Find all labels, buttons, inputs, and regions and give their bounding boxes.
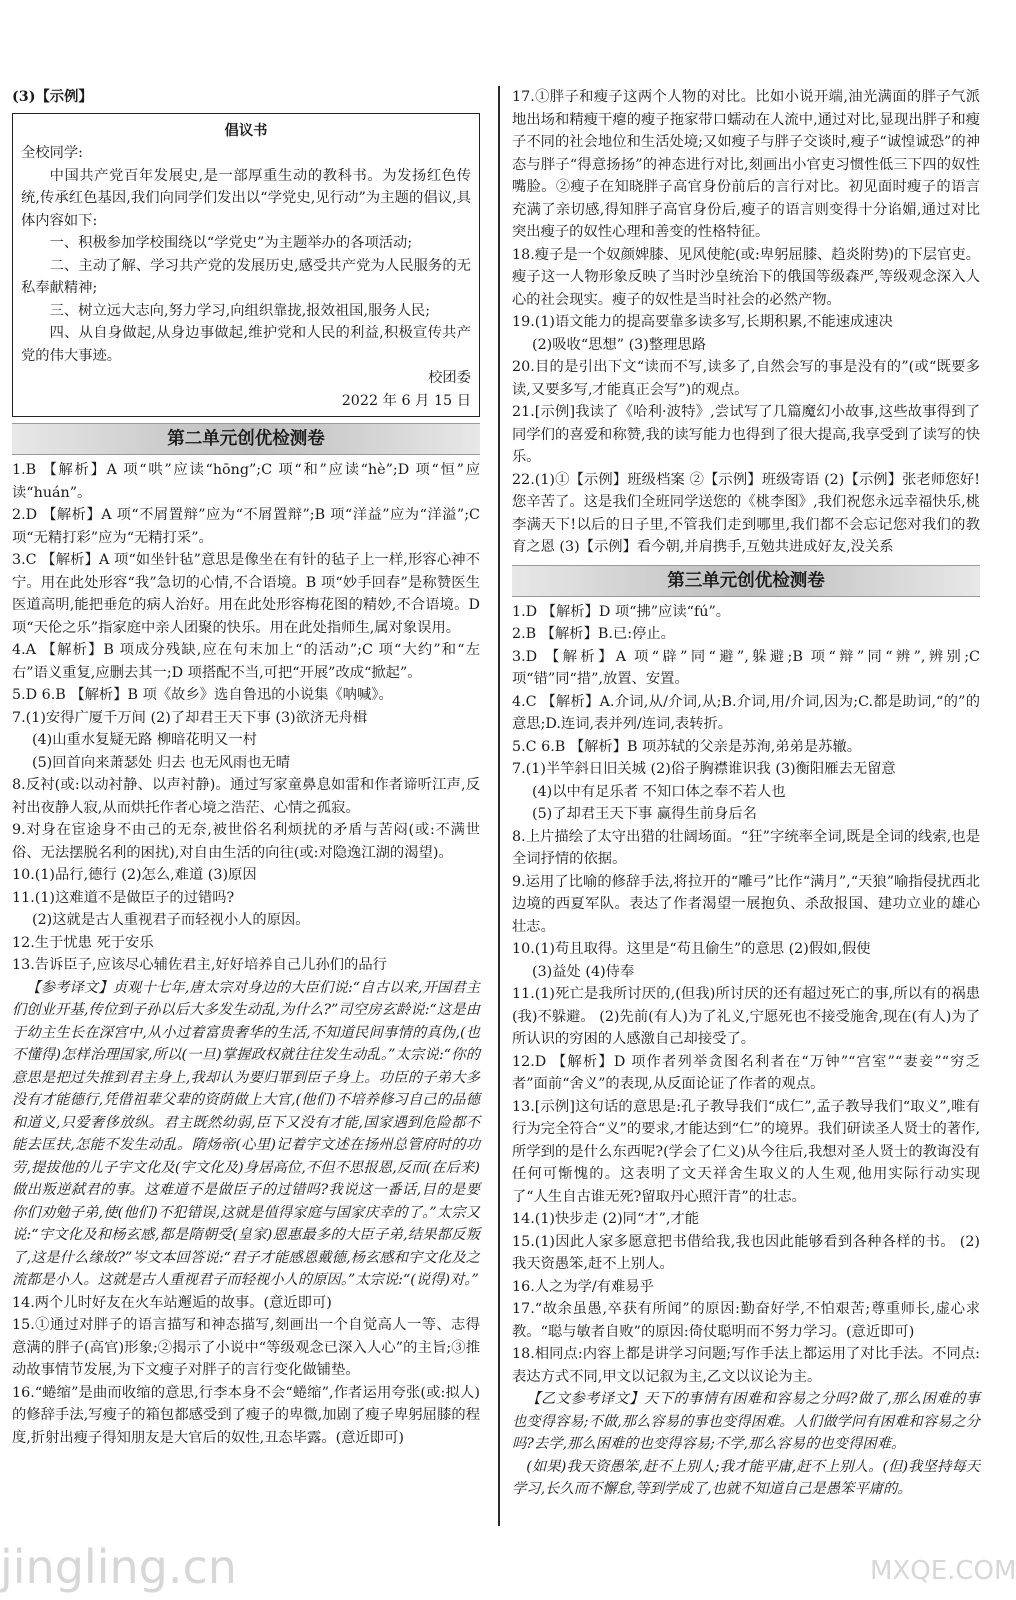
reference-translation: 【参考译文】贞观十七年,唐太宗对身边的大臣们说:“自古以来,开国君主们创业开基,传位到子孙以后大多发生动乱,为什么?”司空房玄龄说:“这是由于幼主生长在深宫中,从小过着富贵奢华的生活,不知道民间事情的真伪,(也不懂得)怎样治理国家,所以(一旦)掌握政权就往往发生动乱。”太宗说:“你的意思是把过失推到君主身上,我却认为要归罪到臣子身上。功臣的子弟大多没有才能德行,凭借祖辈父辈的资荫做上大官,(他们)不培养修习自己的品德和道义,只爱奢侈放纵。君主既然幼弱,臣下又没有才能,国家遇到危险都不能去匡扶,怎能不发生动乱。隋炀帝(心里)记着宇文述在扬州总管府时的功劳,提拔他的儿子宇文化及(宇文化及)身居高位,不但不思报恩,反而(在后来)做出叛逆弑君的事。这难道不是做臣子的过错吗?我说这一番话,目的是要你们劝勉子弟,使(他们)不犯错误,这就是值得家庭与国家庆幸的了。”太宗又说:“宇文化及和杨玄感,都是隋朝受(皇家)恩惠最多的大臣子弟,结果都反叛了,这是什么缘故?”岑文本回答说:“君子才能感恩戴德,杨玄感和宇文化及之流都是小人。这就是古人重视君子而轻视小人的原因。”太宗说:“(说得)对。” xyxy=(12,979,480,1288)
reference-translation-b: 【乙文参考译文】天下的事情有困难和容易之分吗?做了,那么困难的事也变得容易;不做,那么容易的事也变得困难。人们做学问有困难和容易之分吗?去学,那么困难的也变得容易;不学,那么容易的也变得困难。 xyxy=(512,1391,980,1452)
answer-item: (3)益处 (4)侍奉 xyxy=(532,963,635,980)
answer-item: (5)回首向来萧瑟处 归去 也无风雨也无晴 xyxy=(32,754,291,771)
answer-item: 15.(1)因此人家多愿意把书借给我,我也因此能够看到各种各样的书。 (2)我天资愚笨,赶不上别人。 xyxy=(512,1233,980,1272)
letter-para-1: 中国共产党百年发展史,是一部厚重生动的教科书。为发扬红色传统,传承红色基因,我们向同学们发出以“学党史,见行动”为主题的倡议,具体内容如下: xyxy=(21,167,471,229)
answer-item: 21.[示例]我读了《哈利·波特》,尝试写了几篇魔幻小故事,这些故事得到了同学们的喜爱和称赞,我的读写能力也得到了很大提高,我享受到了读写的快乐。 xyxy=(512,404,980,465)
answer-item: 14.两个儿时好友在火车站邂逅的故事。(意近即可) xyxy=(12,1294,332,1311)
answer-item: 12.D 【解析】D 项作者列举贪图名利者在“万钟”“宫室”“妻妾”“穷乏者”面前“舍义”的表现,从反面论证了作者的观点。 xyxy=(512,1053,980,1092)
answer-item: 3.D 【解析】A 项“辟”同“避”,躲避;B 项“辩”同“辨”,辨别;C 项“错”同“措”,放置、安置。 xyxy=(512,648,980,687)
letter-item-4: 四、从自身做起,从身边事做起,维护党和人民的利益,积极宣传共产党的伟大事迹。 xyxy=(21,325,471,364)
answer-item: 14.(1)快步走 (2)同“才”,才能 xyxy=(512,1211,700,1227)
answer-item: 7.(1)安得广厦千万间 (2)了却君王天下事 (3)欲济无舟楫 xyxy=(12,709,368,726)
answer-item: (4)山重水复疑无路 柳暗花明又一村 xyxy=(32,732,257,748)
answer-item: 4.A 【解析】B 项成分残缺,应在句末加上“的活动”;C 项“大约”和“左右”语义重复,应删去其一;D 项搭配不当,可把“开展”改成“掀起”。 xyxy=(12,642,480,681)
answer-item: 4.C 【解析】A.介词,从/介词,从;B.介词,用/介词,因为;C.都是助词,“的”的意思;D.连词,表并列/连词,表转折。 xyxy=(512,693,980,732)
answer-item: 7.(1)半竿斜日旧关城 (2)俗子胸襟谁识我 (3)衡阳雁去无留意 xyxy=(512,761,896,777)
answer-item: 16.人之为学/有难易乎 xyxy=(512,1278,654,1295)
right-column xyxy=(512,86,980,1501)
watermark-right: MXQE.COM xyxy=(870,1556,1016,1586)
answer-item: 10.(1)品行,德行 (2)怎么,难道 (3)原因 xyxy=(12,867,257,883)
answer-item: 5.C 6.B 【解析】B 项苏轼的父亲是苏洵,弟弟是苏辙。 xyxy=(512,738,862,755)
answer-item: 10.(1)苟且取得。这里是“苟且偷生”的意思 (2)假如,假使 xyxy=(512,941,871,957)
answer-item: 9.对身在宦途身不由己的无奈,被世俗名利烦扰的矛盾与苦闷(或:不满世俗、无法摆脱名利的困扰),对自由生活的向往(或:对隐逸江湖的渴望)。 xyxy=(12,822,480,861)
answer-item: 18.瘦子是一个奴颜婢膝、见风使舵(或:卑躬屈膝、趋炎附势)的下层官吏。瘦子这一人物形象反映了当时沙皇统治下的俄国等级森严,等级观念深入人心的社会现实。瘦子的奴性是当时社会的必然产物。 xyxy=(512,246,980,308)
proposal-letter xyxy=(12,113,480,418)
answer-item: 5.D 6.B 【解析】B 项《故乡》选自鲁迅的小说集《呐喊》。 xyxy=(12,687,393,703)
answer-item: 1.B 【解析】A 项“哄”应读“hōng”;C 项“和”应读“hè”;D 项“恒”应读“huán”。 xyxy=(12,462,480,501)
unit-2-title: 第二单元创优检测卷 xyxy=(12,423,480,455)
answer-item: 18.相同点:内容上都是讲学习问题;写作手法上都运用了对比手法。不同点:表达方式不同,甲文以记叙为主,乙文以议论为主。 xyxy=(512,1346,980,1385)
answer-item: 8.反衬(或:以动衬静、以声衬静)。通过写家童鼻息如雷和作者谛听江声,反衬出夜静人寂,从而烘托作者心境之浩茫、心情之孤寂。 xyxy=(12,777,480,816)
column-divider xyxy=(498,86,500,1526)
answer-item: 13.告诉臣子,应该尽心辅佐君主,好好培养自己儿孙们的品行 xyxy=(12,957,387,973)
answer-item: 9.运用了比喻的修辞手法,将拉开的“雕弓”比作“满月”,“天狼”喻指侵扰西北边境的西夏军队。表达了作者渴望一展抱负、杀敌报国、建功立业的雄心壮志。 xyxy=(512,873,980,935)
intro-label: (3)【示例】 xyxy=(12,89,93,105)
letter-signature: 校团委 xyxy=(428,370,471,386)
unit-3-title: 第三单元创优检测卷 xyxy=(512,565,980,597)
answer-item: 13.[示例]这句话的意思是:孔子教导我们“成仁”,孟子教导我们“取义”,唯有行为完全符合“义”的要求,才能达到“仁”的境界。我们研读圣人贤士的著作,所学到的是什么东西呢?(学会了仁义)从今往后,我想对圣人贤士的教诲没有任何可惭愧的。这表明了文天祥舍生取义的人生观,他用实际行动实现了“人生自古谁无死?留取丹心照汗青”的壮志。 xyxy=(512,1098,980,1205)
answer-item: 22.(1)①【示例】班级档案 ②【示例】班级寄语 (2)【示例】张老师您好!您辛苦了。这是我们全班同学送您的《桃李图》,我们祝您永远幸福快乐,桃李满天下!以后的日子里,不管我们走到哪里,我们都不会忘记您对我们的教育之恩 (3)【示例】看今朝,并肩携手,互勉共进成好友,没关系 xyxy=(512,471,980,555)
answer-item: (5)了却君王天下事 赢得生前身后名 xyxy=(532,806,757,822)
letter-greeting: 全校同学: xyxy=(21,145,84,161)
answer-item: 17.①胖子和瘦子这两个人物的对比。比如小说开端,油光满面的胖子气派地出场和精瘦干瘪的瘦子拖家带口蠕动在人流中,通过对比,显现出胖子和瘦子不同的社会地位和生活处境;又如瘦子与胖子交谈时,瘦子“诚惶诚恐”的神态与胖子“得意扬扬”的神态进行对比,刻画出小官吏习惯性低三下四的奴性嘴脸。②瘦子在知晓胖子高官身份前后的言行对比。初见面时瘦子的语言充满了亲切感,得知胖子高官身份后,瘦子的语言则变得十分谄媚,通过对比突出瘦子的奴性心理和善变的性格特征。 xyxy=(512,89,980,240)
answer-item: 15.①通过对胖子的语言描写和神态描写,刻画出一个自觉高人一等、志得意满的胖子(高官)形象;②揭示了小说中“等级观念已深入人心”的主旨;③推动故事情节发展,为下文瘦子对胖子的言行变化做铺垫。 xyxy=(12,1317,480,1378)
answer-item: 1.D 【解析】D 项“拂”应读“fú”。 xyxy=(512,603,731,620)
answer-item: 11.(1)这难道不是做臣子的过错吗? xyxy=(12,889,235,906)
answer-item: 2.D 【解析】A 项“不屑置辩”应为“不屑置辩”;B 项“洋益”应为“洋溢”;C 项“无精打彩”应为“无精打采”。 xyxy=(12,507,480,546)
answer-item: 11.(1)死亡是我所讨厌的,(但我)所讨厌的还有超过死亡的事,所以有的祸患(我)不躲避。 (2)先前(有人)为了礼义,宁愿死也不接受施舍,现在(有人)为了所认识的穷困的人感激自己却接受了。 xyxy=(512,986,980,1047)
answer-item: (4)以中有足乐者 不知口体之奉不若人也 xyxy=(532,783,786,800)
letter-item-3: 三、树立远大志向,努力学习,向组织靠拢,报效祖国,服务人民; xyxy=(49,302,431,319)
answer-item: 3.C 【解析】A 项“如坐针毡”意思是像坐在有针的毡子上一样,形容心神不宁。用在此处形容“我”急切的心情,不合语境。B 项“妙手回春”是称赞医生医道高明,能把垂危的病人治好。用在此处形容梅花图的精妙,不合语境。D 项“天伦之乐”指家庭中亲人团聚的快乐。用在此处指师生,属对象误用。 xyxy=(12,552,480,636)
answer-item: 19.(1)语文能力的提高要靠多读多写,长期积累,不能速成速决 xyxy=(512,314,893,330)
answer-item: 2.B 【解析】B.已:停止。 xyxy=(512,626,675,642)
left-column xyxy=(12,86,480,1449)
reference-translation-b-cont: (如果)我天资愚笨,赶不上别人;我才能平庸,赶不上别人。(但)我坚持每天学习,长久而不懈怠,等到学成了,也就不知道自己是愚笨平庸的。 xyxy=(512,1458,980,1497)
letter-title: 倡议书 xyxy=(224,122,268,139)
answer-item: 20.目的是引出下文“读而不写,读多了,自然会写的事是没有的”(或“既要多读,又要多写,才能真正会写”)的观点。 xyxy=(512,359,980,398)
answer-item: 17.“故余虽愚,卒获有所闻”的原因:勤奋好学,不怕艰苦;尊重师长,虚心求教。“聪与敏者自败”的原因:倚仗聪明而不努力学习。(意近即可) xyxy=(512,1301,980,1340)
letter-item-2: 二、主动了解、学习共产党的发展历史,感受共产党为人民服务的无私奉献精神; xyxy=(21,257,471,296)
answer-item: (2)吸收“思想” (3)整理思路 xyxy=(532,336,707,353)
answer-item: 8.上片描绘了太守出猎的壮阔场面。“狂”字统率全词,既是全词的线索,也是全词抒情的依据。 xyxy=(512,828,980,867)
answer-item: (2)这就是古人重视君子而轻视小人的原因。 xyxy=(32,912,310,928)
letter-item-1: 一、积极参加学校围绕以“学党史”为主题举办的各项活动; xyxy=(49,235,413,251)
watermark-left: jingling.cn xyxy=(0,1540,237,1594)
letter-date: 2022 年 6 月 15 日 xyxy=(341,392,471,409)
answer-item: 16.“蜷缩”是曲而收缩的意思,行李本身不会“蜷缩”,作者运用夸张(或:拟人)的修辞手法,写瘦子的箱包都感受到了瘦子的卑微,加剧了瘦子卑躬屈膝的程度,折射出瘦子得知朋友是大官后的奴性,丑态毕露。(意近即可) xyxy=(12,1384,480,1446)
answer-item: 12.生于忧患 死于安乐 xyxy=(12,934,154,951)
